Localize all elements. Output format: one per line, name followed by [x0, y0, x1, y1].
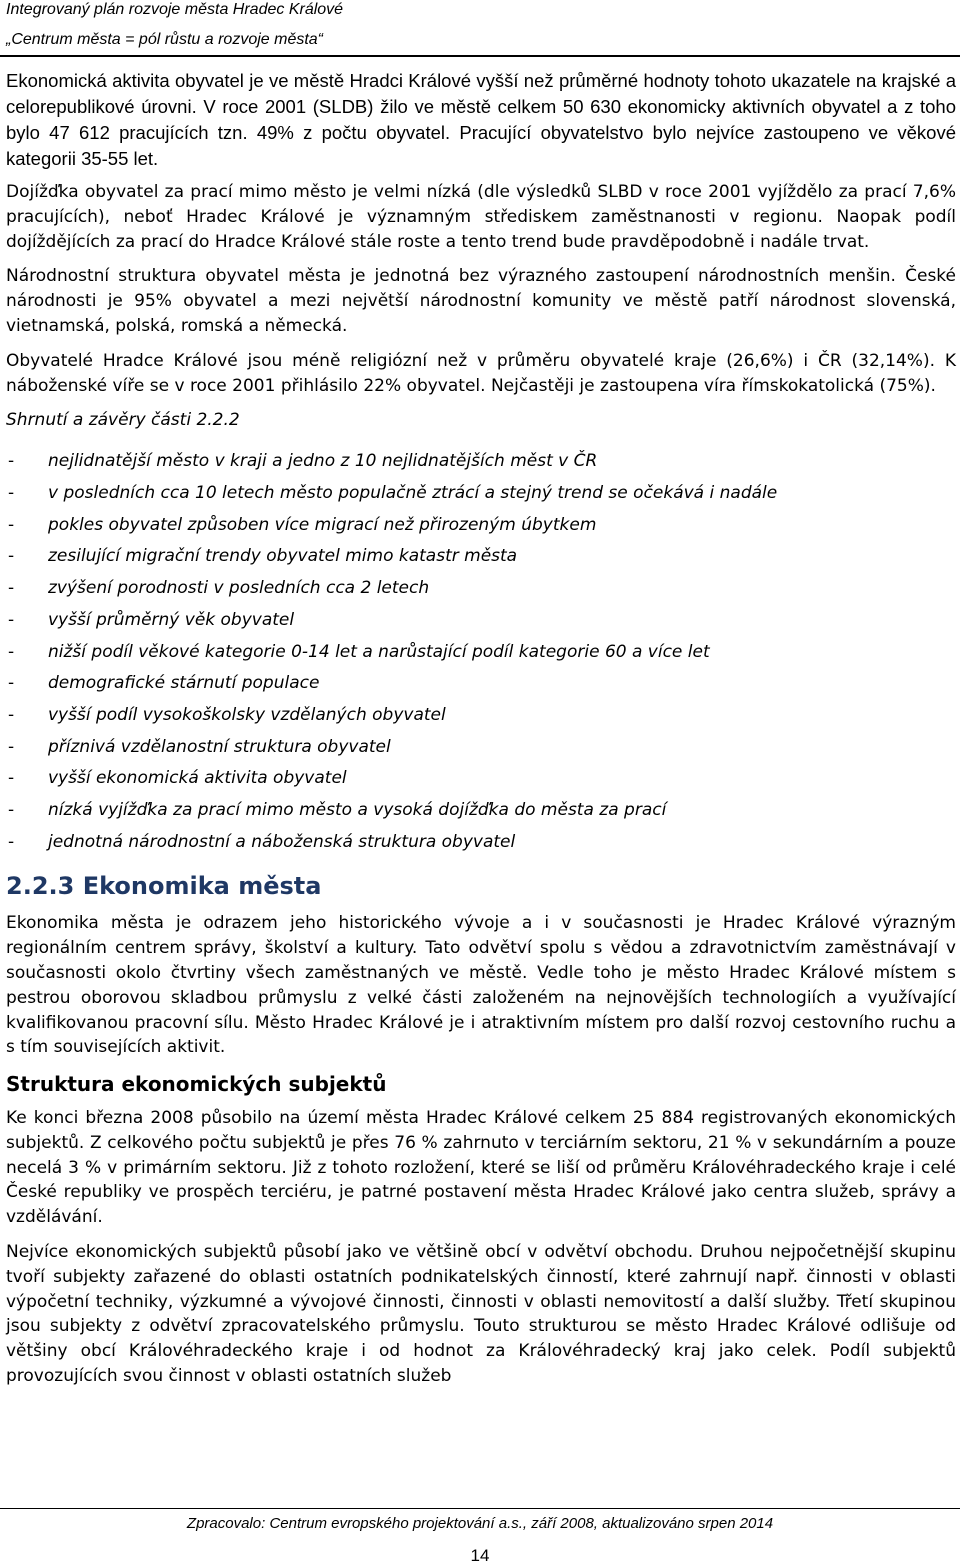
summary-item — [6, 449, 956, 481]
dash-bullet: - — [8, 451, 15, 472]
dash-bullet: - — [8, 799, 15, 820]
header-title: Integrovaný plán rozvoje města Hradec Králové — [6, 1, 344, 18]
summary-item — [6, 830, 956, 862]
summary-item-text: vyšší podíl vysokoškolsky vzdělaných obyvatel — [48, 704, 446, 725]
dash-bullet: - — [8, 768, 15, 789]
dash-bullet: - — [8, 483, 15, 504]
paragraph-nationality: Národnostní struktura obyvatel města je jednotná bez výrazného zastoupení národnostních menšin. České národnosti je 95% obyvatel a mezi největší národnostní komunity ve městě patří národnost slovenská, vietnamská, polská, romská a německá. — [6, 266, 956, 336]
header-subtitle: „Centrum města = pól růstu a rozvoje města“ — [6, 31, 324, 48]
summary-list — [6, 449, 956, 861]
dash-bullet: - — [8, 609, 15, 630]
summary-item-text: zvýšení porodnosti v posledních cca 2 letech — [48, 578, 430, 599]
summary-item-text: nízká vyjížďka za prací mimo město a vysoká dojížďka do města za prací — [48, 799, 667, 820]
summary-item — [6, 481, 956, 513]
footer-text: Zpracovalo: Centrum evropského projektování a.s., září 2008, aktualizováno srpen 2014 — [186, 1515, 774, 1532]
paragraph-religion: Obyvatelé Hradce Králové jsou méně religiózní než v průměru obyvatelé kraje (26,6%) i ČR (32,14%). K náboženské víře se v roce 2001 přihlásilo 22% obyvatel. Nejčastěji je zastoupena víra římskokatolická (75%). — [6, 350, 956, 396]
footer-divider — [0, 1508, 960, 1509]
summary-item-text: vyšší průměrný věk obyvatel — [48, 609, 295, 630]
summary-item — [6, 735, 956, 767]
paragraph-economic-activity: Ekonomická aktivita obyvatel je ve městě Hradci Králové vyšší než průměrné hodnoty tohoto ukazatele na krajské a celorepublikové úrovni. V roce 2001 (SLDB) žilo ve městě celkem 50 630 ekonomicky aktivních obyvatel a z toho bylo 47 612 pracujících tzn. 49% z počtu obyvatel. Pracující obyvatelstvo bylo nejvíce zastoupeno ve věkové kategorii 35-55 let. — [6, 70, 956, 169]
summary-title: Shrnutí a závěry části 2.2.2 — [6, 410, 240, 431]
paragraph-subjects: Ke konci března 2008 působilo na území města Hradec Králové celkem 25 884 registrovaných ekonomických subjektů. Z celkového počtu subjektů je přes 76 % zahrnuto v terciárním sektoru, 21 % v sekundárním a pouze necelá 3 % v primárním sektoru. Již z tohoto rozložení, které se liší od průměru Královéhradeckého kraje i celé České republiky ve prospěch terciéru, je patrné postavení města Hradec Králové jako centra služeb, správy a vzdělávání. — [6, 1108, 956, 1228]
summary-item-text: zesilující migrační trendy obyvatel mimo katastr města — [48, 546, 518, 567]
subsection-heading: Struktura ekonomických subjektů — [6, 1072, 387, 1097]
dash-bullet: - — [8, 546, 15, 567]
document-body — [6, 68, 956, 1399]
dash-bullet: - — [8, 641, 15, 662]
summary-item-text: pokles obyvatel způsoben více migrací než přirozeným úbytkem — [48, 514, 597, 535]
summary-item — [6, 513, 956, 545]
summary-item-text: jednotná národnostní a náboženská struktura obyvatel — [48, 831, 516, 852]
summary-item — [6, 640, 956, 672]
section-heading: 2.2.3 Ekonomika města — [6, 872, 322, 901]
paragraph-commuting: Dojížďka obyvatel za prací mimo město je velmi nízká (dle výsledků SLBD v roce 2001 vyjíždělo za prací 7,6% pracujících), neboť Hradec Králové je významným střediskem zaměstnanosti v regionu. Naopak podíl dojíždějících za prací do Hradce Králové stále roste a tento trend bude pravděpodobně i nadále trvat. — [6, 182, 956, 252]
summary-item-text: v posledních cca 10 letech město populačně ztrácí a stejný trend se očekává i nadále — [48, 483, 778, 504]
dash-bullet: - — [8, 736, 15, 757]
summary-item-text: vyšší ekonomická aktivita obyvatel — [48, 768, 347, 789]
summary-item-text: demografické stárnutí populace — [48, 673, 320, 694]
paragraph-structure: Nejvíce ekonomických subjektů působí jako ve většině obcí v odvětví obchodu. Druhou nejpočetnější skupinu tvoří subjekty zařazené do oblasti ostatních podnikatelských činností, které zahrnují např. činnosti v oblasti výpočetní techniky, výzkumné a vývojové činnosti, činnosti v oblasti nemovitostí a další služby. Třetí skupinou jsou subjekty z odvětví zpracovatelského průmyslu. Touto strukturou se město Hradec Králové odlišuje od většiny obcí Královéhradeckého kraje i od hodnot za Královéhradecký kraj jako celek. Podíl subjektů provozujících svou činnost v oblasti ostatních služeb — [6, 1242, 956, 1387]
header-divider — [0, 55, 960, 57]
dash-bullet: - — [8, 673, 15, 694]
summary-item — [6, 608, 956, 640]
summary-item — [6, 671, 956, 703]
summary-item — [6, 576, 956, 608]
summary-item — [6, 544, 956, 576]
dash-bullet: - — [8, 704, 15, 725]
summary-item-text: nižší podíl věkové kategorie 0-14 let a narůstající podíl kategorie 60 a více let — [48, 641, 710, 662]
dash-bullet: - — [8, 831, 15, 852]
summary-item — [6, 766, 956, 798]
dash-bullet: - — [8, 578, 15, 599]
page-number: 14 — [470, 1546, 490, 1565]
summary-item — [6, 703, 956, 735]
summary-item-text: nejlidnatější město v kraji a jedno z 10 nejlidnatějších měst v ČR — [48, 451, 598, 472]
summary-item-text: příznivá vzdělanostní struktura obyvatel — [48, 736, 391, 757]
summary-item — [6, 798, 956, 830]
paragraph-economy: Ekonomika města je odrazem jeho historického vývoje a i v současnosti je Hradec Králové výrazným regionálním centrem správy, školství a kultury. Tato odvětví spolu s vědou a zdravotnictvím zaměstnávají v současnosti okolo čtvrtiny všech zaměstnaných ve městě. Vedle toho je město Hradec Králové místem s pestrou oborovou skladbou průmyslu z velké části založeném na nejnovějších technologiích a využívající kvalifikovanou pracovní sílu. Město Hradec Králové je i atraktivním místem pro další rozvoj cestovního ruchu a s tím souvisejících aktivit. — [6, 913, 956, 1058]
dash-bullet: - — [8, 514, 15, 535]
